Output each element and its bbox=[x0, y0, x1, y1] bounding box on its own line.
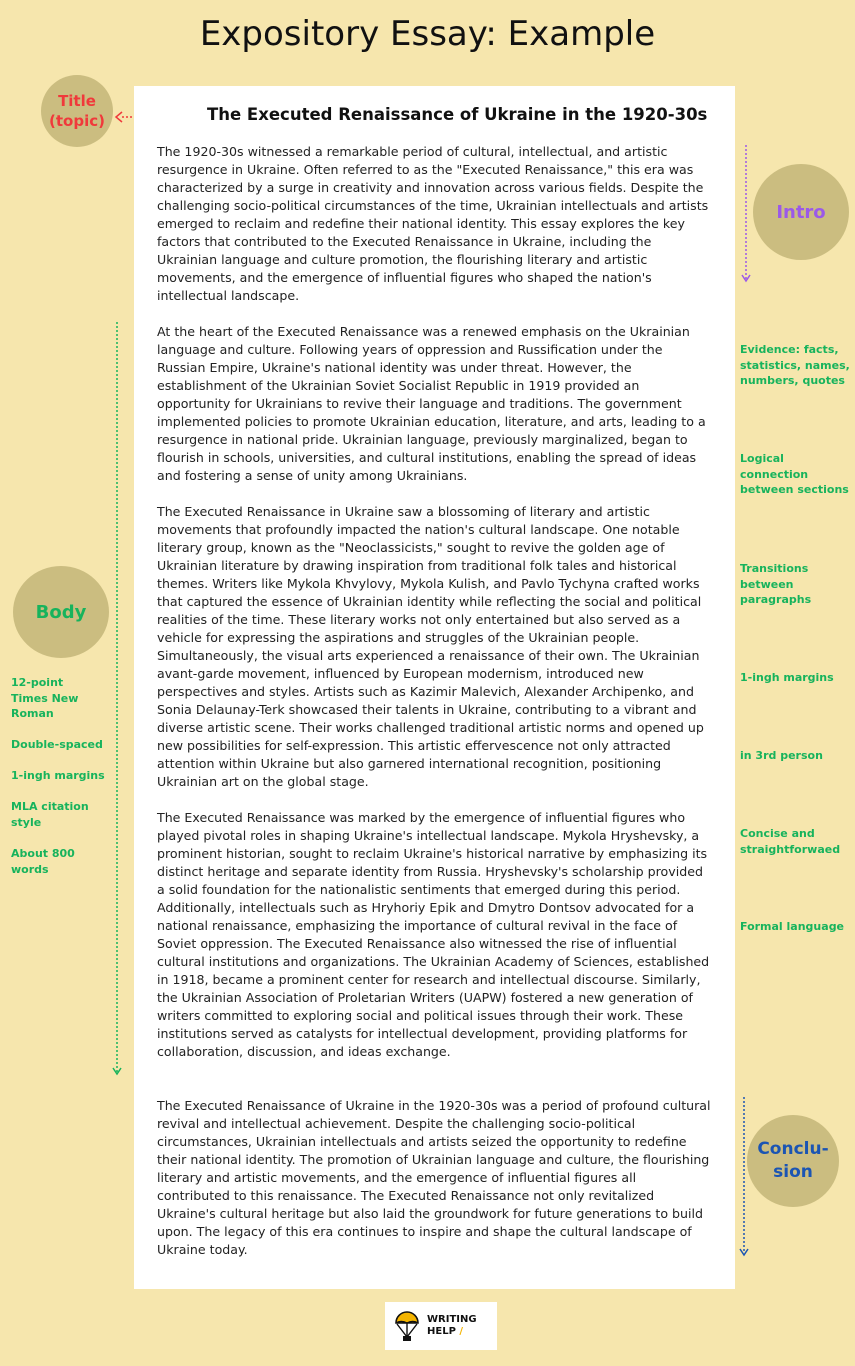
writing-help-logo bbox=[385, 1302, 497, 1350]
intro-badge bbox=[753, 164, 849, 260]
intro-arrow bbox=[739, 145, 753, 285]
page-heading: Expository Essay: Example bbox=[199, 14, 656, 54]
intro-badge-label: Intro bbox=[776, 201, 826, 223]
logo-line2: HELP bbox=[427, 1326, 456, 1337]
conclusion-arrow bbox=[737, 1097, 751, 1259]
parachute-icon bbox=[395, 1310, 419, 1342]
conclusion-badge-line1: Conclu- bbox=[757, 1139, 829, 1159]
conclusion-paragraph: The Executed Renaissance of Ukraine in the 1920-30s was a period of profound cultural revival and intellectual achievement. Despite the challenging socio-political circumstances, Ukrainian intellectuals and artists seized the opportunity to redefine their national identity. The promotion of Ukrainian language and culture, the flourishing literary and artistic movements, and the emergence of influential figures all contributed to this renaissance. The Executed Renaissance not only revitalized Ukraine's cultural heritage but also laid the groundwork for future generations to build upon. The legacy of this era continues to inspire and shape the cultural landscape of Ukraine today. bbox=[157, 1098, 711, 1257]
body-badge bbox=[13, 566, 109, 658]
right-note-transitions: Transitions between paragraphs bbox=[740, 562, 812, 606]
logo-line1: WRITING bbox=[427, 1314, 477, 1325]
body-paragraph-2: The Executed Renaissance in Ukraine saw a blossoming of literary and artistic movements that profoundly impacted the nation's cultural landscape. One notable literary group, known as the "Neoclassicists," sought to revive the golden age of Ukrainian literature by drawing inspiration from traditional folk tales and historical themes. Writers like Mykola Khvylovy, Mykola Kulish, and Pavlo Tychyna crafted works that captured the essence of Ukrainian identity while reflecting the social and political realities of the time. These literary works not only entertained but also served as a vehicle for expressing the aspirations and struggles of the Ukrainian people. Simultaneously, the visual arts experienced a renaissance of their own. The Ukrainian avant-garde movement, influenced by European modernism, introduced new perspectives and styles. Artists such as Kazimir Malevich, Alexander Archipenko, and Sonia Delaunay-Terk showcased their talents in Ukraine, contributing to a vibrant and diverse artistic scene. Their works challenged traditional artistic norms and opened up new possibilities for self-expression. This artistic effervescence not only attracted attention within Ukraine but also garnered international recognition, positioning Ukrainian art on the global stage. bbox=[157, 504, 704, 789]
title-topic-badge bbox=[41, 75, 113, 147]
left-note-font: 12-point Times New Roman bbox=[11, 676, 79, 720]
body-arrow bbox=[110, 322, 124, 1078]
left-note-spacing: Double-spaced bbox=[11, 738, 103, 751]
essay-title: The Executed Renaissance of Ukraine in the 1920-30s bbox=[207, 105, 708, 124]
body-badge-label: Body bbox=[35, 601, 87, 623]
title-badge-line1: Title bbox=[58, 92, 96, 110]
body-paragraph-1: At the heart of the Executed Renaissance was a renewed emphasis on the Ukrainian language and culture. Following years of oppression and Russification under the Russian Empire, Ukraine's national identity was under threat. However, the establishment of the Ukrainian Soviet Socialist Republic in 1919 provided an opportunity for Ukrainians to revive their language and traditions. The government implemented policies to promote Ukrainian education, literature, and arts, leading to a resurgence in national pride. Ukrainian language, previously marginalized, began to flourish in schools, universities, and cultural institutions, enabling the spread of ideas and fostering a sense of unity among Ukrainians. bbox=[157, 324, 706, 483]
right-note-formal-language: Formal language bbox=[740, 920, 845, 933]
left-note-length: About 800 words bbox=[11, 847, 75, 876]
conclusion-badge bbox=[747, 1115, 839, 1207]
intro-paragraph: The 1920-30s witnessed a remarkable period of cultural, intellectual, and artistic resurgence in Ukraine. Often referred to as the "Executed Renaissance," this era was characterized by a surge in creativity and innovation across various fields. Despite the challenging socio-political circumstances of the time, Ukrainian intellectuals and artists emerged to reclaim and redefine their national identity. This essay explores the key factors that contributed to the Executed Renaissance in Ukraine, including the Ukrainian language and culture promotion, the flourishing literary and artistic movements, and the emergence of influential figures who shaped the nation's intellectual landscape. bbox=[157, 144, 709, 303]
left-note-citation: MLA citation style bbox=[11, 800, 89, 829]
right-note-concise: Concise and straightforwaed bbox=[740, 827, 841, 856]
logo-slash: / bbox=[459, 1326, 464, 1337]
body-paragraph-3: The Executed Renaissance was marked by the emergence of influential figures who played pivotal roles in shaping Ukraine's intellectual landscape. Mykola Hryshevsky, a prominent historian, sought to reclaim Ukraine's historical narrative by emphasizing its distinct heritage and separate identity from Russia. Hryshevsky's scholarship provided a solid foundation for the nationalistic sentiments that emerged during this period. Additionally, intellectuals such as Hryhoriy Epik and Dmytro Dontsov advocated for a national renaissance, emphasizing the importance of cultural revival in the face of Soviet oppression. The Executed Renaissance also witnessed the rise of influential cultural institutions and organizations. The Ukrainian Academy of Sciences, established in 1918, became a prominent center for research and intellectual discourse. Similarly, the Ukrainian Association of Proletarian Writers (UAPW) fostered a new generation of writers committed to exploring social and political issues through their work. These institutions served as catalysts for intellectual development, providing platforms for collaboration, discussion, and ideas exchange. bbox=[157, 810, 710, 1059]
right-note-margins: 1-ingh margins bbox=[740, 671, 834, 684]
right-note-logical-connection: Logical connection between sections bbox=[740, 452, 849, 496]
right-note-third-person: in 3rd person bbox=[740, 749, 823, 762]
title-badge-line2: (topic) bbox=[49, 112, 105, 130]
conclusion-badge-line2: sion bbox=[773, 1162, 813, 1182]
left-note-margins: 1-ingh margins bbox=[11, 769, 105, 782]
right-note-evidence: Evidence: facts, statistics, names, numbers, quotes bbox=[740, 343, 850, 387]
